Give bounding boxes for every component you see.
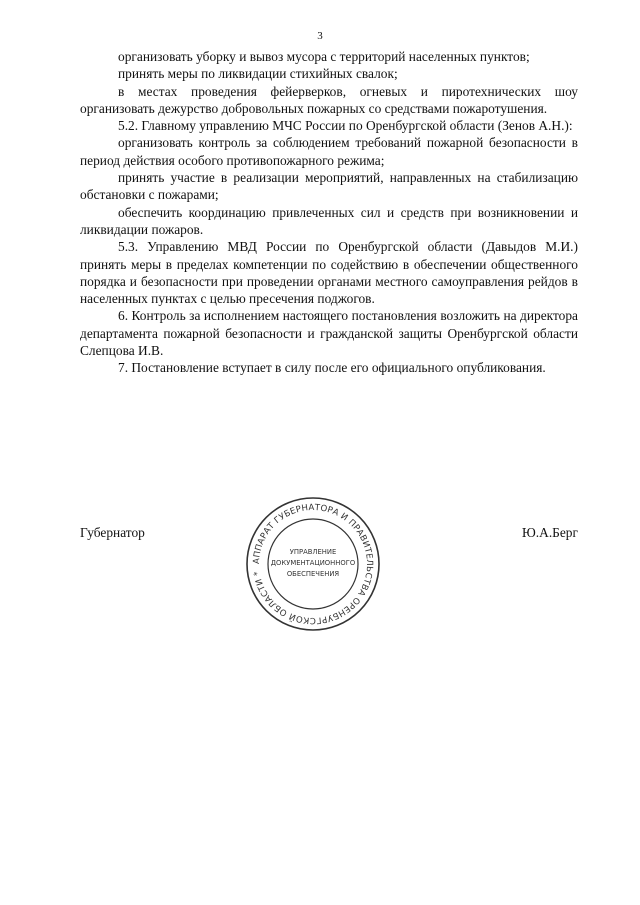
paragraph: организовать контроль за соблюдением требований пожарной безопасности в период действия особого противопожарного режима; — [80, 135, 578, 168]
paragraph: принять меры по ликвидации стихийных свалок; — [118, 66, 398, 82]
signature-block — [80, 502, 578, 630]
document-body — [80, 48, 578, 377]
signatory-title: Губернатор — [80, 525, 145, 540]
stamp-ring-text: АППАРАТ ГУБЕРНАТОРА И ПРАВИТЕЛЬСТВА ОРЕНБУРГСКОЙ ОБЛАСТИ * — [251, 502, 375, 626]
paragraph: 5.3. Управлению МВД России по Оренбургской области (Давыдов М.И.) принять меры в пределах компетенции по содействию в обеспечении общественного порядка и безопасности при проведении органами местного самоуправления рейдов в населенных пунктах с целью пресечения поджогов. — [80, 239, 578, 307]
page-number: 3 — [317, 30, 323, 42]
paragraph: организовать уборку и вывоз мусора с территорий населенных пунктов; — [118, 49, 530, 64]
paragraph: принять участие в реализации мероприятий, направленных на стабилизацию обстановки с пожарами; — [80, 170, 578, 203]
signatory-name: Ю.А.Берг — [522, 525, 578, 540]
paragraph: в местах проведения фейерверков, огневых и пиротехнических шоу организовать дежурство добровольных пожарных со средствами пожаротушения. — [80, 83, 578, 116]
paragraph: 6. Контроль за исполнением настоящего постановления возложить на директора департамента пожарной безопасности и гражданской защиты Оренбургской области Слепцова И.В. — [80, 308, 578, 359]
stamp-center-line-3: ОБЕСПЕЧЕНИЯ — [286, 570, 340, 578]
official-seal-stamp — [243, 494, 383, 634]
stamp-center-line-2: ДОКУМЕНТАЦИОННОГО — [270, 559, 356, 567]
paragraph: обеспечить координацию привлеченных сил и средств при возникновении и ликвидации пожаров. — [80, 204, 578, 237]
stamp-center-line-1: УПРАВЛЕНИЕ — [289, 548, 337, 556]
paragraph: 5.2. Главному управлению МЧС России по Оренбургской области (Зенов А.Н.): — [118, 118, 573, 134]
paragraph: 7. Постановление вступает в силу после его официального опубликования. — [118, 360, 546, 376]
